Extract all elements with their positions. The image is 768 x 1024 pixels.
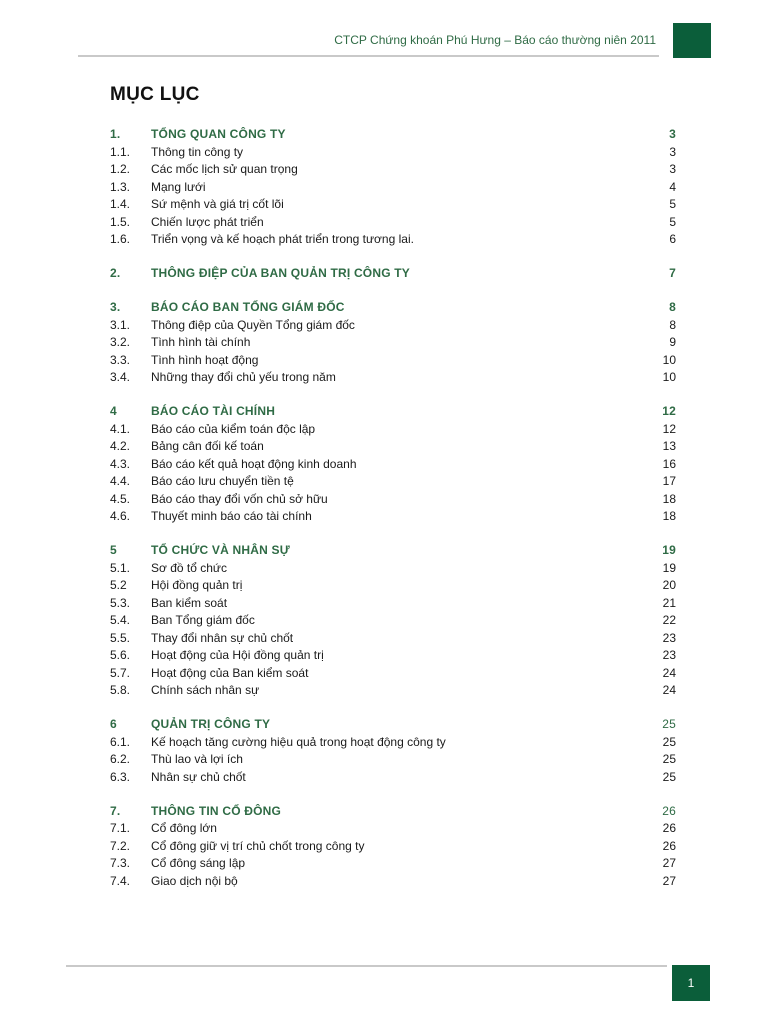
toc-entry-title: Báo cáo của kiểm toán độc lập — [151, 421, 316, 436]
toc-entry-title: Bảng cân đối kế toán — [151, 439, 264, 453]
toc-entry-page: 18 — [662, 509, 676, 523]
toc-entry-title: Sơ đồ tổ chức — [151, 560, 227, 575]
toc-entry-page: 24 — [662, 683, 676, 697]
toc-entry-number: 3.3. — [110, 352, 131, 367]
toc-entry-page: 8 — [669, 317, 676, 332]
toc-heading-number: 7. — [110, 803, 121, 818]
toc-entry-title: Thông điệp của Quyền Tổng giám đốc — [151, 317, 355, 332]
table-of-contents — [110, 126, 676, 890]
toc-entry-number: 3.1. — [110, 317, 131, 332]
toc-entry-page: 9 — [669, 335, 676, 349]
toc-entry[interactable] — [110, 196, 676, 214]
toc-entry-number: 6.1. — [110, 734, 131, 749]
toc-entry[interactable] — [110, 231, 676, 249]
toc-entry-number: 5.5. — [110, 630, 131, 645]
toc-entry[interactable] — [110, 144, 676, 162]
header-corner-block — [673, 23, 711, 58]
toc-entry-number: 3.4. — [110, 370, 131, 384]
toc-entry-page: 26 — [662, 838, 676, 853]
toc-entry[interactable] — [110, 179, 676, 197]
toc-entry[interactable] — [110, 161, 676, 179]
toc-entry-page: 23 — [662, 630, 676, 645]
page-number-badge — [672, 965, 710, 1001]
toc-entry-page: 24 — [662, 665, 676, 680]
toc-entry-page: 3 — [669, 162, 676, 176]
toc-entry-title: Giao dịch nội bộ — [151, 873, 238, 888]
toc-entry-page: 18 — [662, 491, 676, 506]
toc-entry-title: Mạng lưới — [151, 179, 206, 194]
toc-entry-number: 5.3. — [110, 595, 131, 610]
toc-entry[interactable] — [110, 769, 676, 787]
toc-entry-title: Triển vọng và kế hoạch phát triển trong tương lai. — [151, 232, 414, 246]
toc-entry-page: 20 — [662, 578, 676, 592]
toc-entry[interactable] — [110, 577, 676, 595]
toc-entry-title: Tình hình tài chính — [151, 335, 251, 349]
toc-entry-page: 13 — [662, 439, 676, 453]
toc-heading-page: 3 — [669, 127, 676, 141]
toc-entry[interactable] — [110, 855, 676, 873]
toc-entry-page: 27 — [662, 856, 676, 870]
toc-section-7 — [110, 803, 676, 891]
toc-heading-title: THÔNG TIN CỔ ĐÔNG — [151, 803, 282, 818]
toc-heading-title: THÔNG ĐIỆP CỦA BAN QUẢN TRỊ CÔNG TY — [151, 266, 411, 280]
toc-entry[interactable] — [110, 352, 676, 370]
toc-entry-title: Kế hoạch tăng cường hiệu quả trong hoạt động công ty — [151, 734, 446, 749]
toc-entry[interactable] — [110, 214, 676, 232]
toc-heading-page: 7 — [669, 266, 676, 280]
toc-entry[interactable] — [110, 665, 676, 683]
toc-entry[interactable] — [110, 508, 676, 526]
toc-entry-number: 4.4. — [110, 474, 131, 488]
toc-heading[interactable] — [110, 403, 676, 421]
toc-entry[interactable] — [110, 334, 676, 352]
toc-entry[interactable] — [110, 473, 676, 491]
toc-heading[interactable] — [110, 803, 676, 821]
toc-entry-page: 5 — [669, 214, 676, 229]
toc-entry-title: Cổ đông lớn — [151, 821, 217, 835]
toc-entry-title: Cổ đông sáng lập — [151, 856, 246, 870]
toc-entry-page: 19 — [662, 560, 676, 575]
toc-entry-page: 12 — [662, 421, 676, 436]
toc-entry-number: 4.3. — [110, 456, 131, 471]
toc-entry-number: 3.2. — [110, 335, 131, 349]
toc-entry-title: Ban kiểm soát — [151, 595, 228, 610]
toc-heading-number: 3. — [110, 300, 121, 314]
toc-entry-number: 1.1. — [110, 144, 131, 159]
toc-heading[interactable] — [110, 126, 676, 144]
toc-entry[interactable] — [110, 647, 676, 665]
toc-entry-page: 25 — [662, 734, 676, 749]
toc-entry-number: 4.5. — [110, 491, 131, 506]
toc-entry-title: Cổ đông giữ vị trí chủ chốt trong công ty — [151, 838, 365, 853]
toc-entry-number: 6.2. — [110, 752, 131, 766]
toc-entry-page: 25 — [662, 752, 676, 766]
toc-section-6 — [110, 716, 676, 786]
toc-entry[interactable] — [110, 560, 676, 578]
toc-heading-title: BÁO CÁO TÀI CHÍNH — [151, 404, 276, 418]
toc-entry-title: Ban Tổng giám đốc — [151, 613, 255, 627]
toc-entry-title: Thông tin công ty — [151, 144, 244, 159]
toc-entry-title: Tình hình hoạt động — [151, 352, 259, 367]
toc-entry[interactable] — [110, 630, 676, 648]
toc-entry-title: Báo cáo thay đổi vốn chủ sở hữu — [151, 491, 328, 506]
toc-entry-page: 4 — [669, 179, 676, 194]
toc-heading-page: 12 — [662, 404, 676, 418]
toc-entry-number: 5.8. — [110, 683, 131, 697]
toc-entry-page: 23 — [662, 648, 676, 662]
toc-section-4 — [110, 403, 676, 526]
toc-entry[interactable] — [110, 369, 676, 387]
toc-heading[interactable] — [110, 716, 676, 734]
toc-entry-title: Hội đồng quản trị — [151, 578, 243, 592]
toc-entry-number: 7.1. — [110, 821, 131, 835]
toc-entry-title: Thay đổi nhân sự chủ chốt — [151, 630, 294, 645]
toc-entry-page: 17 — [662, 474, 676, 488]
toc-heading-number: 4 — [110, 404, 117, 418]
toc-entry[interactable] — [110, 820, 676, 838]
toc-entry-number: 6.3. — [110, 769, 131, 784]
toc-entry-page: 6 — [669, 232, 676, 246]
toc-entry-title: Sứ mệnh và giá trị cốt lõi — [151, 197, 284, 211]
toc-entry[interactable] — [110, 751, 676, 769]
toc-heading-page: 19 — [662, 543, 676, 557]
toc-entry-title: Báo cáo kết quả hoạt động kinh doanh — [151, 456, 357, 471]
toc-entry[interactable] — [110, 734, 676, 752]
toc-entry[interactable] — [110, 612, 676, 630]
toc-entry[interactable] — [110, 838, 676, 856]
toc-entry-title: Thù lao và lợi ích — [151, 752, 243, 766]
toc-entry-title: Các mốc lịch sử quan trọng — [151, 162, 298, 176]
toc-entry-number: 1.4. — [110, 197, 131, 211]
toc-entry-page: 3 — [669, 144, 676, 159]
toc-entry-title: Nhân sự chủ chốt — [151, 769, 246, 784]
toc-entry-title: Chiến lược phát triển — [151, 214, 264, 229]
toc-entry-page: 25 — [662, 769, 676, 784]
toc-entry-number: 1.3. — [110, 179, 131, 194]
toc-heading-number: 5 — [110, 543, 117, 557]
toc-entry-number: 5.6. — [110, 648, 131, 662]
toc-heading-number: 2. — [110, 266, 121, 280]
toc-entry-title: Báo cáo lưu chuyển tiền tệ — [151, 474, 294, 488]
toc-heading[interactable] — [110, 299, 676, 317]
toc-heading[interactable] — [110, 265, 676, 283]
toc-entry-number: 7.3. — [110, 856, 131, 870]
toc-section-5 — [110, 542, 676, 700]
toc-heading-title: TỔ CHỨC VÀ NHÂN SỰ — [151, 543, 290, 557]
page-title: MỤC LỤC — [110, 84, 200, 105]
toc-entry-number: 5.7. — [110, 665, 131, 680]
toc-entry-page: 10 — [662, 370, 676, 384]
toc-entry-number: 5.1. — [110, 560, 131, 575]
footer-divider — [66, 965, 667, 967]
toc-entry-page: 10 — [662, 352, 676, 367]
page-number: 1 — [687, 976, 695, 990]
toc-heading-title: TỔNG QUAN CÔNG TY — [151, 127, 286, 141]
toc-entry-number: 7.2. — [110, 838, 131, 853]
toc-entry-title: Chính sách nhân sự — [151, 683, 260, 697]
toc-entry-page: 16 — [662, 456, 676, 471]
toc-entry-title: Thuyết minh báo cáo tài chính — [151, 509, 312, 523]
toc-entry[interactable] — [110, 456, 676, 474]
toc-entry-page: 21 — [662, 595, 676, 610]
toc-entry-title: Những thay đổi chủ yếu trong năm — [151, 370, 336, 384]
toc-entry-page: 22 — [662, 613, 676, 627]
toc-entry-number: 1.2. — [110, 162, 131, 176]
toc-section-2 — [110, 265, 676, 283]
toc-entry-number: 1.5. — [110, 214, 131, 229]
toc-entry[interactable] — [110, 317, 676, 335]
toc-entry-title: Hoạt động của Ban kiểm soát — [151, 665, 309, 680]
toc-entry-number: 1.6. — [110, 232, 131, 246]
toc-entry-page: 27 — [662, 873, 676, 888]
toc-entry[interactable] — [110, 873, 676, 891]
toc-entry[interactable] — [110, 491, 676, 509]
toc-entry-number: 4.6. — [110, 509, 131, 523]
running-header: CTCP Chứng khoán Phú Hưng – Báo cáo thường niên 2011 — [334, 33, 656, 47]
toc-entry-title: Hoạt động của Hội đồng quản trị — [151, 648, 324, 662]
toc-entry-number: 7.4. — [110, 873, 131, 888]
toc-entry[interactable] — [110, 438, 676, 456]
toc-entry-page: 26 — [662, 821, 676, 835]
toc-heading-page: 25 — [662, 717, 676, 731]
toc-entry-number: 5.2 — [110, 578, 127, 592]
toc-heading-number: 6 — [110, 717, 117, 731]
toc-entry[interactable] — [110, 421, 676, 439]
toc-entry-number: 4.2. — [110, 439, 131, 453]
toc-entry-number: 4.1. — [110, 421, 131, 436]
toc-heading-title: BÁO CÁO BAN TỔNG GIÁM ĐỐC — [151, 300, 345, 314]
header-divider — [78, 55, 659, 57]
toc-heading-title: QUẢN TRỊ CÔNG TY — [151, 717, 271, 731]
toc-entry-number: 5.4. — [110, 613, 131, 627]
toc-entry-page: 5 — [669, 197, 676, 211]
toc-entry[interactable] — [110, 595, 676, 613]
toc-heading-number: 1. — [110, 127, 121, 141]
toc-entry[interactable] — [110, 682, 676, 700]
toc-heading-page: 26 — [662, 803, 676, 818]
toc-heading-page: 8 — [669, 300, 676, 314]
toc-section-3 — [110, 299, 676, 387]
toc-heading[interactable] — [110, 542, 676, 560]
toc-section-1 — [110, 126, 676, 249]
